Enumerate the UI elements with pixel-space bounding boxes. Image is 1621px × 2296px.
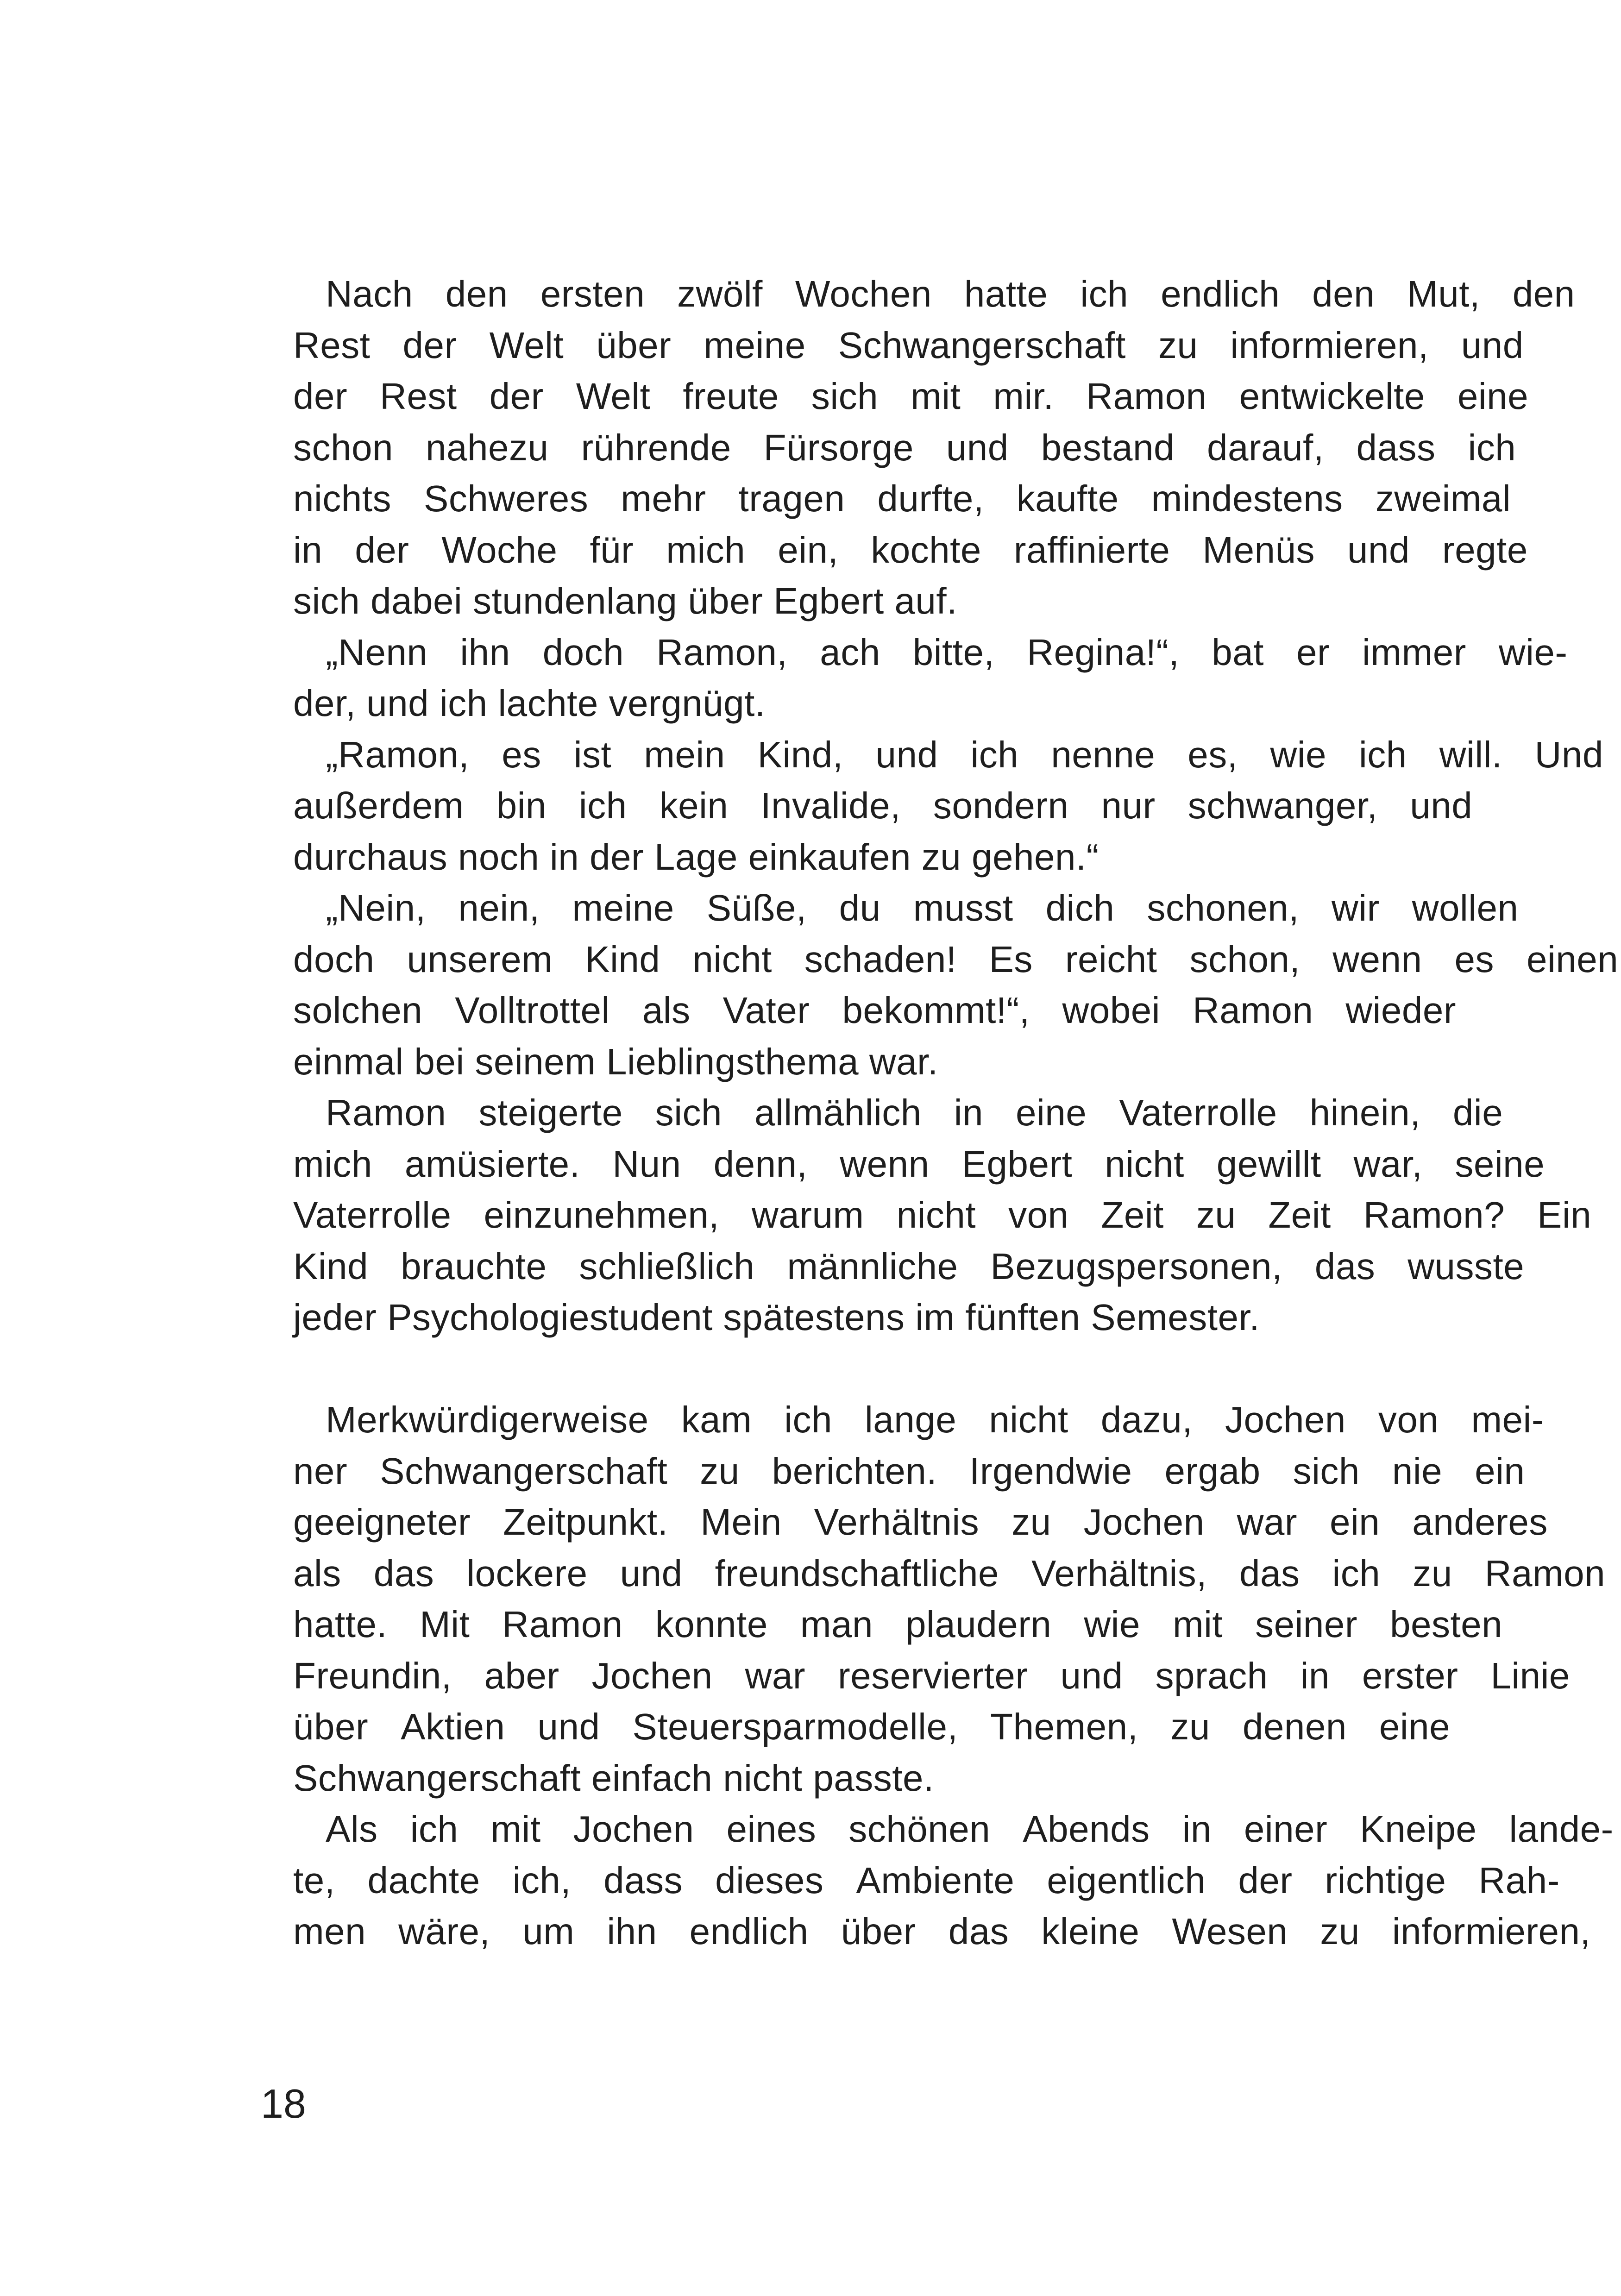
word: der bbox=[1238, 1859, 1293, 1901]
word: Es bbox=[989, 938, 1033, 980]
word: der bbox=[402, 324, 457, 366]
word: zu bbox=[700, 1450, 740, 1492]
text-line bbox=[261, 1190, 1592, 1241]
word: zu bbox=[1012, 1501, 1051, 1543]
word: Mein bbox=[700, 1501, 782, 1543]
word: einen bbox=[1526, 938, 1619, 980]
word: über bbox=[293, 1706, 369, 1747]
word: es bbox=[1454, 938, 1494, 980]
text-line bbox=[261, 1394, 1544, 1446]
word: meine bbox=[704, 324, 806, 366]
text-line bbox=[261, 1906, 1591, 1957]
word: ich bbox=[784, 1399, 833, 1440]
word: eine bbox=[1015, 1092, 1087, 1133]
word: ich bbox=[1332, 1552, 1381, 1594]
word: war, bbox=[1353, 1143, 1423, 1185]
text-line bbox=[261, 1139, 1545, 1190]
word: ihn bbox=[607, 1911, 657, 1952]
word: in bbox=[954, 1092, 983, 1133]
word: Verhältnis, bbox=[1031, 1552, 1207, 1594]
word: Merkwürdigerweise bbox=[326, 1399, 649, 1440]
word: Schwangerschaft bbox=[838, 324, 1126, 366]
word: Wesen bbox=[1172, 1911, 1288, 1952]
word: meine bbox=[572, 887, 674, 928]
word: Ramon, bbox=[656, 631, 788, 673]
word: war bbox=[745, 1655, 805, 1696]
word: endlich bbox=[689, 1911, 809, 1952]
word: unserem bbox=[407, 938, 553, 980]
word: ach bbox=[820, 631, 880, 673]
word: nicht bbox=[1105, 1143, 1184, 1185]
text-line bbox=[261, 371, 1529, 422]
word: wie bbox=[1270, 734, 1326, 775]
paragraph bbox=[261, 1087, 1592, 1343]
word: die bbox=[1452, 1092, 1503, 1133]
word: zu bbox=[1170, 1706, 1210, 1747]
word: Ramon bbox=[502, 1604, 623, 1645]
word: Ein bbox=[1537, 1194, 1592, 1236]
word: wenn bbox=[1332, 938, 1422, 980]
word: Ramon bbox=[326, 1092, 446, 1133]
section-break bbox=[261, 1343, 1399, 1395]
word: bin bbox=[496, 785, 547, 826]
word: regte bbox=[1442, 529, 1528, 571]
word: bestand bbox=[1041, 427, 1175, 468]
word: raffinierte bbox=[1013, 529, 1170, 571]
word: lockere bbox=[466, 1552, 588, 1594]
word: Jochen bbox=[1225, 1399, 1346, 1440]
word: Kind, bbox=[757, 734, 843, 775]
word: will. bbox=[1439, 734, 1502, 775]
word: reservierter bbox=[837, 1655, 1028, 1696]
word: und bbox=[1060, 1655, 1123, 1696]
word: und bbox=[537, 1706, 600, 1747]
word: mit bbox=[1172, 1604, 1223, 1645]
word: warum bbox=[752, 1194, 864, 1236]
word: freute bbox=[683, 376, 779, 417]
word: Welt bbox=[489, 324, 564, 366]
word: das bbox=[373, 1552, 434, 1594]
word: den bbox=[1312, 273, 1375, 314]
text-line bbox=[261, 1548, 1606, 1600]
paragraph bbox=[261, 1804, 1614, 1957]
word: seiner bbox=[1255, 1604, 1357, 1645]
word: Rest bbox=[380, 376, 457, 417]
text-line bbox=[261, 780, 1473, 832]
word: Regina!“, bbox=[1027, 631, 1180, 673]
word: nicht bbox=[692, 938, 772, 980]
word: für bbox=[590, 529, 634, 571]
word: nein, bbox=[458, 887, 540, 928]
word: kein bbox=[659, 785, 729, 826]
word: te, bbox=[293, 1859, 335, 1901]
word: männliche bbox=[787, 1245, 958, 1287]
word: brauchte bbox=[401, 1245, 547, 1287]
word: einzunehmen, bbox=[484, 1194, 720, 1236]
text-line: sich dabei stundenlang über Egbert auf. bbox=[293, 580, 957, 621]
word: Nach bbox=[326, 273, 413, 314]
word: ersten bbox=[540, 273, 645, 314]
text-line bbox=[261, 1446, 1525, 1497]
word: und bbox=[1347, 529, 1410, 571]
word: konnte bbox=[655, 1604, 768, 1645]
word: das bbox=[1239, 1552, 1300, 1594]
word: Süße, bbox=[706, 887, 807, 928]
word: von bbox=[1008, 1194, 1069, 1236]
word: wie- bbox=[1498, 631, 1568, 673]
word: du bbox=[839, 887, 881, 928]
word: musst bbox=[913, 887, 1013, 928]
word: in bbox=[293, 529, 323, 571]
word: richtige bbox=[1325, 1859, 1446, 1901]
word: lande- bbox=[1509, 1808, 1614, 1850]
word: nenne bbox=[1051, 734, 1156, 775]
paragraph bbox=[261, 269, 1575, 627]
word: Aktien bbox=[401, 1706, 505, 1747]
word: Abends bbox=[1023, 1808, 1150, 1850]
word: sondern bbox=[933, 785, 1069, 826]
word: doch bbox=[542, 631, 624, 673]
word: Und bbox=[1534, 734, 1603, 775]
word: den bbox=[445, 273, 508, 314]
word: schließlich bbox=[579, 1245, 755, 1287]
text-line bbox=[261, 473, 1511, 525]
word: bitte, bbox=[912, 631, 995, 673]
word: dazu, bbox=[1100, 1399, 1193, 1440]
word: Nun bbox=[612, 1143, 681, 1185]
text-line bbox=[261, 1701, 1451, 1753]
word: der bbox=[489, 376, 544, 417]
word: Menüs bbox=[1202, 529, 1315, 571]
word: kleine bbox=[1041, 1911, 1140, 1952]
word: ergab bbox=[1164, 1450, 1261, 1492]
word: schaden! bbox=[804, 938, 957, 980]
word: kaufte bbox=[1016, 478, 1119, 519]
word: denn, bbox=[713, 1143, 808, 1185]
word: Mit bbox=[420, 1604, 470, 1645]
word: Irgendwie bbox=[969, 1450, 1132, 1492]
word: Schwangerschaft bbox=[380, 1450, 668, 1492]
text-line bbox=[261, 985, 1457, 1036]
word: einer bbox=[1244, 1808, 1328, 1850]
word: Fürsorge bbox=[763, 427, 914, 468]
word: solchen bbox=[293, 990, 423, 1031]
word: aber bbox=[484, 1655, 559, 1696]
body-text bbox=[261, 269, 1619, 1957]
word: anderes bbox=[1412, 1501, 1548, 1543]
word: und bbox=[620, 1552, 683, 1594]
word: darauf, bbox=[1206, 427, 1324, 468]
word: sich bbox=[1293, 1450, 1360, 1492]
word: rührende bbox=[581, 427, 731, 468]
word: geeigneter bbox=[293, 1501, 471, 1543]
word: lange bbox=[865, 1399, 957, 1440]
word: erster bbox=[1362, 1655, 1458, 1696]
word: ich bbox=[410, 1808, 459, 1850]
text-line bbox=[261, 1650, 1570, 1702]
word: mit bbox=[911, 376, 961, 417]
word: denen bbox=[1242, 1706, 1347, 1747]
word: Kind bbox=[585, 938, 660, 980]
word: Ramon? bbox=[1363, 1194, 1505, 1236]
word: sprach bbox=[1155, 1655, 1268, 1696]
word: kam bbox=[681, 1399, 752, 1440]
word: es bbox=[502, 734, 541, 775]
word: wusste bbox=[1407, 1245, 1525, 1287]
word: Invalide, bbox=[760, 785, 901, 826]
word: „Ramon, bbox=[326, 734, 470, 775]
word: zu bbox=[1196, 1194, 1236, 1236]
text-line bbox=[261, 883, 1519, 934]
word: hatte. bbox=[293, 1604, 388, 1645]
word: ich bbox=[1468, 427, 1516, 468]
word: zu bbox=[1413, 1552, 1452, 1594]
word: plaudern bbox=[905, 1604, 1052, 1645]
word: der bbox=[293, 376, 348, 417]
word: bat bbox=[1212, 631, 1264, 673]
word: ich, bbox=[512, 1859, 572, 1901]
word: schonen, bbox=[1147, 887, 1300, 928]
word: Kind bbox=[293, 1245, 369, 1287]
word: dich bbox=[1045, 887, 1115, 928]
word: wir bbox=[1332, 887, 1380, 928]
word: schönen bbox=[848, 1808, 991, 1850]
word: war bbox=[1237, 1501, 1297, 1543]
text-line bbox=[261, 422, 1516, 474]
word: Rah- bbox=[1478, 1859, 1560, 1901]
word: steigerte bbox=[478, 1092, 623, 1133]
word: immer bbox=[1362, 631, 1466, 673]
word: und bbox=[875, 734, 938, 775]
word: mir. bbox=[993, 376, 1054, 417]
word: freundschaftliche bbox=[715, 1552, 999, 1594]
word: den bbox=[1512, 273, 1575, 314]
word: allmählich bbox=[754, 1092, 922, 1133]
word: das bbox=[1314, 1245, 1376, 1287]
word: Schweres bbox=[423, 478, 589, 519]
word: der bbox=[355, 529, 409, 571]
text-line: der, und ich lachte vergnügt. bbox=[293, 683, 766, 724]
word: das bbox=[948, 1911, 1009, 1952]
word: kochte bbox=[871, 529, 981, 571]
word: eigentlich bbox=[1047, 1859, 1206, 1901]
word: wenn bbox=[840, 1143, 930, 1185]
word: hatte bbox=[964, 273, 1048, 314]
paragraph bbox=[261, 627, 1568, 729]
word: Linie bbox=[1490, 1655, 1570, 1696]
word: ein bbox=[1475, 1450, 1525, 1492]
text-line bbox=[261, 729, 1603, 781]
word: mit bbox=[490, 1808, 541, 1850]
word: endlich bbox=[1161, 273, 1280, 314]
word: schwanger, bbox=[1187, 785, 1378, 826]
word: Kneipe bbox=[1360, 1808, 1477, 1850]
word: eine bbox=[1379, 1706, 1451, 1747]
word: er bbox=[1296, 631, 1330, 673]
word: über bbox=[596, 324, 672, 366]
word: wieder bbox=[1345, 990, 1457, 1031]
text-line: durchaus noch in der Lage einkaufen zu gehen.“ bbox=[293, 836, 1099, 878]
word: Vater bbox=[723, 990, 810, 1031]
word: mich bbox=[293, 1143, 372, 1185]
word: nichts bbox=[293, 478, 391, 519]
word: dass bbox=[603, 1859, 683, 1901]
word: Zeit bbox=[1101, 1194, 1164, 1236]
word: schon bbox=[293, 427, 393, 468]
word: Vaterrolle bbox=[1119, 1092, 1277, 1133]
word: Jochen bbox=[1083, 1501, 1205, 1543]
word: zu bbox=[1158, 324, 1198, 366]
word: seine bbox=[1455, 1143, 1545, 1185]
text-line bbox=[261, 934, 1619, 985]
word: und bbox=[946, 427, 1009, 468]
text-line bbox=[261, 269, 1575, 320]
word: in bbox=[1300, 1655, 1330, 1696]
word: Steuersparmodelle, bbox=[632, 1706, 958, 1747]
word: wäre, bbox=[398, 1911, 490, 1952]
word: besten bbox=[1389, 1604, 1503, 1645]
word: es, bbox=[1187, 734, 1238, 775]
word: zweimal bbox=[1375, 478, 1511, 519]
word: zu bbox=[1320, 1911, 1360, 1952]
page-number: 18 bbox=[261, 2081, 306, 2127]
word: als bbox=[642, 990, 691, 1031]
text-line bbox=[261, 1241, 1525, 1292]
word: dachte bbox=[367, 1859, 480, 1901]
word: „Nein, bbox=[326, 887, 426, 928]
word: mein bbox=[644, 734, 725, 775]
word: Verhältnis bbox=[814, 1501, 980, 1543]
word: wollen bbox=[1412, 887, 1519, 928]
word: wobei bbox=[1062, 990, 1160, 1031]
word: in bbox=[1182, 1808, 1212, 1850]
word: man bbox=[800, 1604, 873, 1645]
word: ihn bbox=[460, 631, 510, 673]
word: Jochen bbox=[573, 1808, 694, 1850]
word: bekommt!“, bbox=[842, 990, 1030, 1031]
word: nahezu bbox=[425, 427, 549, 468]
word: von bbox=[1378, 1399, 1439, 1440]
word: entwickelte bbox=[1239, 376, 1425, 417]
word: Ramon bbox=[1192, 990, 1313, 1031]
word: Egbert bbox=[961, 1143, 1073, 1185]
paragraph bbox=[261, 729, 1603, 883]
word: nicht bbox=[896, 1194, 976, 1236]
word: Als bbox=[326, 1808, 378, 1850]
word: ist bbox=[573, 734, 612, 775]
paragraph bbox=[261, 1394, 1606, 1804]
word: Mut, bbox=[1407, 273, 1480, 314]
text-line: Schwangerschaft einfach nicht passte. bbox=[293, 1757, 934, 1799]
word: Ramon bbox=[1086, 376, 1207, 417]
word: Vaterrolle bbox=[293, 1194, 452, 1236]
word: nur bbox=[1101, 785, 1156, 826]
word: um bbox=[522, 1911, 575, 1952]
word: mehr bbox=[621, 478, 706, 519]
word: wie bbox=[1084, 1604, 1140, 1645]
word: Rest bbox=[293, 324, 371, 366]
word: dass bbox=[1356, 427, 1436, 468]
word: ich bbox=[970, 734, 1019, 775]
text-line bbox=[261, 1497, 1548, 1548]
word: durfte, bbox=[877, 478, 984, 519]
word: Woche bbox=[441, 529, 558, 571]
word: nicht bbox=[989, 1399, 1068, 1440]
word: mindestens bbox=[1151, 478, 1343, 519]
word: Bezugspersonen, bbox=[990, 1245, 1282, 1287]
word: sich bbox=[811, 376, 879, 417]
word: außerdem bbox=[293, 785, 464, 826]
word: hinein, bbox=[1309, 1092, 1420, 1133]
word: über bbox=[841, 1911, 916, 1952]
word: und bbox=[1410, 785, 1473, 826]
word: tragen bbox=[738, 478, 845, 519]
word: mich bbox=[666, 529, 746, 571]
word: gewillt bbox=[1216, 1143, 1321, 1185]
word: eines bbox=[726, 1808, 817, 1850]
word: und bbox=[1461, 324, 1524, 366]
word: dieses bbox=[715, 1859, 824, 1901]
text-line: jeder Psychologiestudent spätestens im fünften Semester. bbox=[293, 1297, 1260, 1338]
word: ich bbox=[1359, 734, 1407, 775]
word: informieren, bbox=[1230, 324, 1429, 366]
word: ein, bbox=[778, 529, 839, 571]
word: Wochen bbox=[795, 273, 932, 314]
word: eine bbox=[1457, 376, 1529, 417]
word: Freundin, bbox=[293, 1655, 452, 1696]
text-line bbox=[261, 525, 1528, 576]
word: informieren, bbox=[1392, 1911, 1591, 1952]
text-line: einmal bei seinem Lieblingsthema war. bbox=[293, 1041, 938, 1082]
word: Jochen bbox=[591, 1655, 713, 1696]
word: reicht bbox=[1065, 938, 1157, 980]
paragraph bbox=[261, 883, 1619, 1087]
word: nie bbox=[1392, 1450, 1443, 1492]
word: Zeit bbox=[1268, 1194, 1331, 1236]
word: berichten. bbox=[772, 1450, 937, 1492]
word: men bbox=[293, 1911, 366, 1952]
word: ner bbox=[293, 1450, 348, 1492]
word: ich bbox=[578, 785, 627, 826]
word: als bbox=[293, 1552, 341, 1594]
text-line bbox=[261, 320, 1524, 371]
word: sich bbox=[655, 1092, 722, 1133]
word: zwölf bbox=[677, 273, 763, 314]
text-line bbox=[261, 1855, 1560, 1907]
word: Zeitpunkt. bbox=[503, 1501, 668, 1543]
word: Welt bbox=[576, 376, 651, 417]
word: amüsierte. bbox=[404, 1143, 580, 1185]
word: doch bbox=[293, 938, 375, 980]
word: mei- bbox=[1471, 1399, 1544, 1440]
text-line bbox=[261, 627, 1568, 678]
word: Ambiente bbox=[856, 1859, 1015, 1901]
word: Ramon bbox=[1484, 1552, 1606, 1594]
text-line bbox=[261, 1599, 1503, 1650]
text-line bbox=[261, 1087, 1503, 1139]
word: ich bbox=[1080, 273, 1129, 314]
word: Themen, bbox=[990, 1706, 1138, 1747]
word: schon, bbox=[1189, 938, 1301, 980]
text-line bbox=[261, 1804, 1614, 1855]
word: Volltrottel bbox=[455, 990, 610, 1031]
word: ein bbox=[1330, 1501, 1380, 1543]
word: „Nenn bbox=[326, 631, 428, 673]
